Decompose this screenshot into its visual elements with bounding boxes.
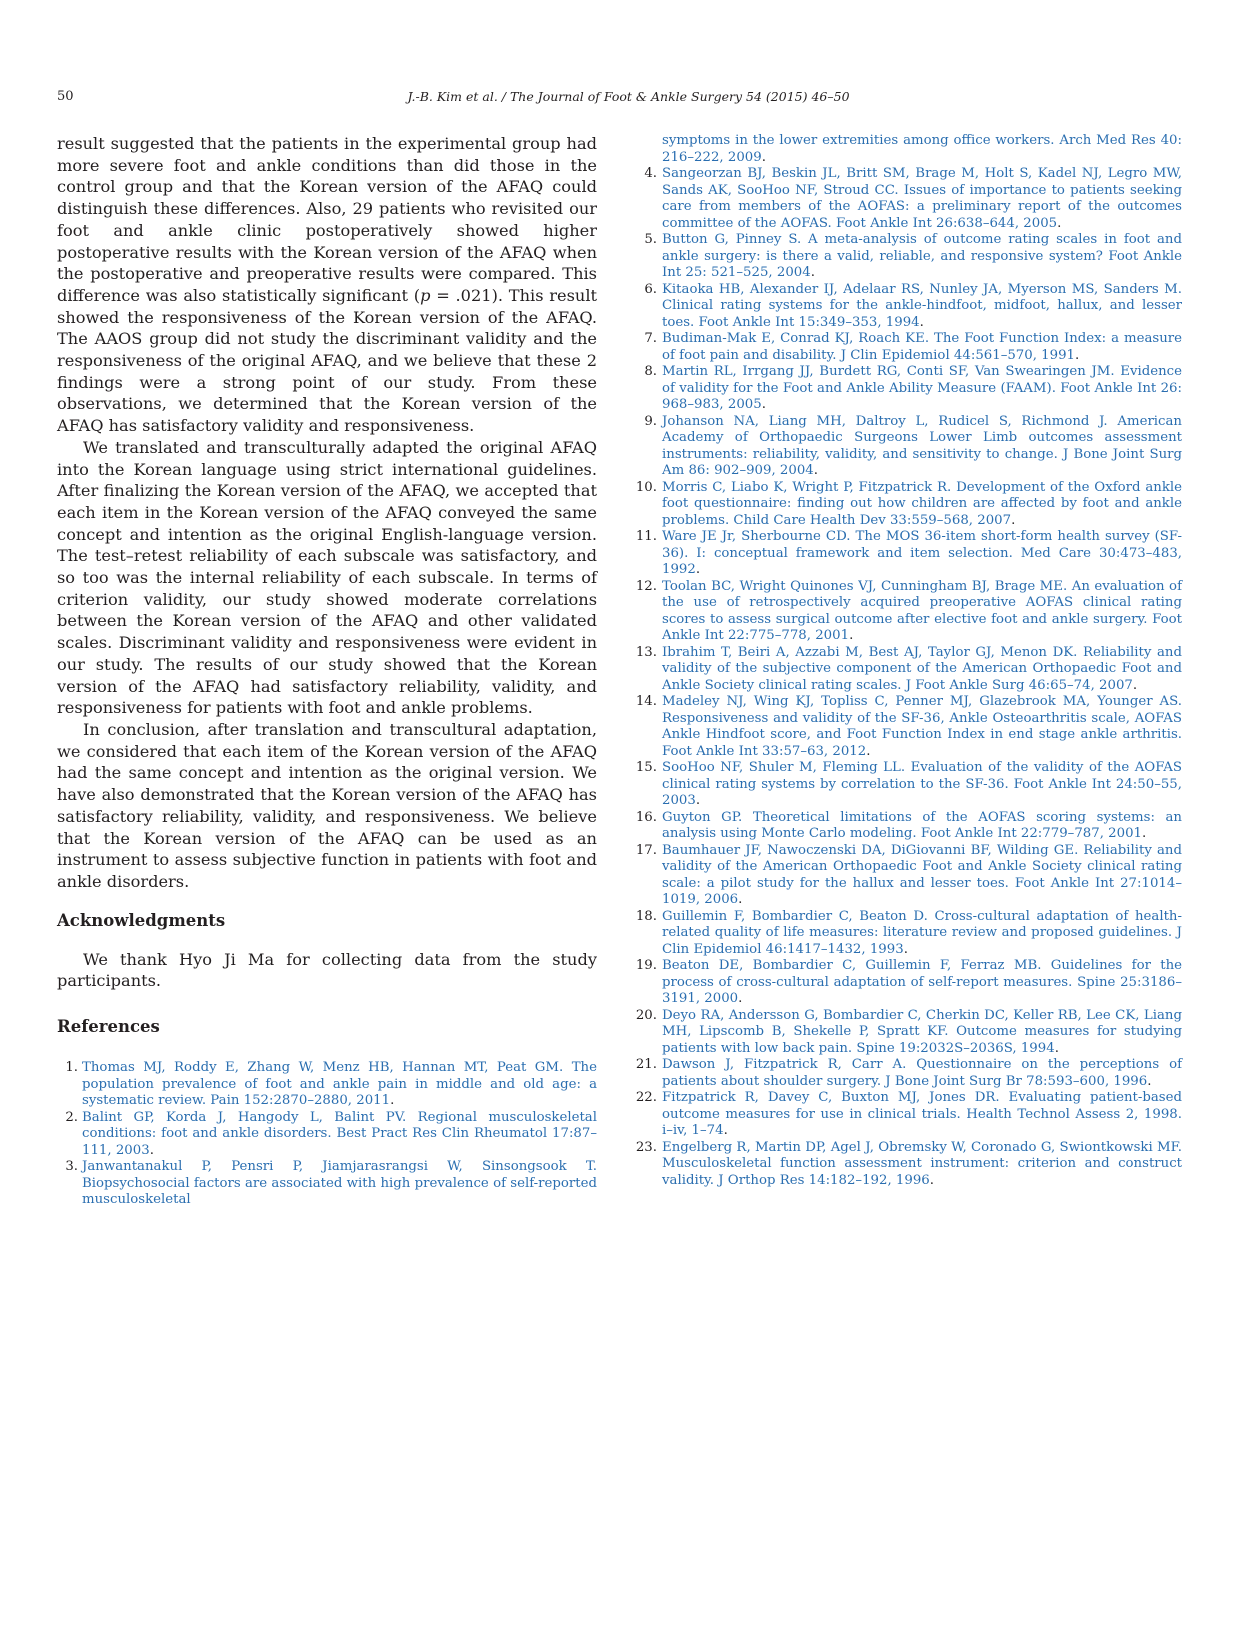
- reference-number: 20.: [635, 1007, 657, 1023]
- acknowledgments-text: We thank Hyo Ji Ma for collecting data from the study participants.: [57, 949, 597, 991]
- reference-number: 3.: [65, 1159, 78, 1175]
- reference-number: 5.: [644, 232, 657, 247]
- reference-number: 13.: [635, 644, 657, 660]
- reference-link[interactable]: Beaton DE, Bombardier C, Guillemin F, Ferraz MB. Guidelines for the process of cross-cultural adaptation of self-report measures. Spine 25:3186–3191, 2000: [662, 958, 1182, 1006]
- reference-item: 22. Fitzpatrick R, Davey C, Buxton MJ, Jones DR. Evaluating patient-based outcome measures for use in clinical trials. Health Technol Assess 2, 1998. i–iv, 1–74.: [630, 1090, 1182, 1140]
- reference-link[interactable]: symptoms in the lower extremities among office workers. Arch Med Res 40: 216–222, 2009: [662, 133, 1182, 165]
- reference-number: 18.: [635, 908, 657, 924]
- reference-number: 22.: [635, 1090, 657, 1105]
- reference-number: 14.: [635, 694, 657, 709]
- body-paragraph: We translated and transculturally adapted the original AFAQ into the Korean language using strict international guidelines. After finalizing the Korean version of the AFAQ, we accepted that each item in the Korean version of the AFAQ conveyed the same concept and intention as the original English-language version. The test–retest reliability of each subscale was satisfactory, and so too was the internal reliability of each subscale. In terms of criterion validity, our study showed moderate correlations between the Korean version of the AFAQ and other validated scales. Discriminant validity and responsiveness were evident in our study. The results of our study showed that the Korean version of the AFAQ had satisfactory reliability, validity, and responsiveness for patients with foot and ankle problems.: [57, 437, 597, 718]
- reference-item: 5. Button G, Pinney S. A meta-analysis of outcome rating scales in foot and ankle surgery: is there a valid, reliable, and responsive system? Foot Ankle Int 25: 521–525, 2004.: [630, 232, 1182, 282]
- acknowledgments-heading: Acknowledgments: [57, 910, 226, 930]
- reference-list-left: [57, 1060, 597, 1209]
- reference-number: 23.: [635, 1139, 657, 1155]
- reference-link[interactable]: Budiman-Mak E, Conrad KJ, Roach KE. The Foot Function Index: a measure of foot pain and disability. J Clin Epidemiol 44:561–570, 1991: [662, 331, 1182, 363]
- reference-item: 13. Ibrahim T, Beiri A, Azzabi M, Best AJ, Taylor GJ, Menon DK. Reliability and validity of the subjective component of the American Orthopaedic Foot and Ankle Society clinical rating scales. J Foot Ankle Surg 46:65–74, 2007.: [630, 645, 1182, 695]
- reference-number: 15.: [635, 760, 657, 775]
- reference-link[interactable]: Dawson J, Fitzpatrick R, Carr A. Questionnaire on the perceptions of patients about shoulder surgery. J Bone Joint Surg Br 78:593–600, 1996: [662, 1057, 1182, 1089]
- reference-link[interactable]: SooHoo NF, Shuler M, Fleming LL. Evaluation of the validity of the AOFAS clinical rating systems by correlation to the SF-36. Foot Ankle Int 24:50–55, 2003: [662, 760, 1182, 808]
- reference-link[interactable]: Deyo RA, Andersson G, Bombardier C, Cherkin DC, Keller RB, Lee CK, Liang MH, Lipscomb B, Shekelle P, Spratt KF. Outcome measures for studying patients with low back pain. Spine 19:2032S–2036S, 1994: [662, 1007, 1182, 1056]
- reference-item: 16. Guyton GP. Theoretical limitations of the AOFAS scoring systems: an analysis using Monte Carlo modeling. Foot Ankle Int 22:779–787, 2001.: [630, 810, 1182, 843]
- reference-link[interactable]: Fitzpatrick R, Davey C, Buxton MJ, Jones DR. Evaluating patient-based outcome measures for use in clinical trials. Health Technol Assess 2, 1998. i–iv, 1–74: [662, 1090, 1182, 1138]
- reference-link[interactable]: Morris C, Liabo K, Wright P, Fitzpatrick R. Development of the Oxford ankle foot questionnaire: finding out how children are affected by foot and ankle problems. Child Care Health Dev 33:559–568, 2007: [662, 479, 1182, 528]
- reference-link[interactable]: Toolan BC, Wright Quinones VJ, Cunningham BJ, Brage ME. An evaluation of the use of retrospectively acquired preoperative AOFAS clinical rating scores to assess surgical outcome after elective foot and ankle surgery. Foot Ankle Int 22:775–778, 2001: [662, 578, 1182, 643]
- reference-item: 8. Martin RL, Irrgang JJ, Burdett RG, Conti SF, Van Swearingen JM. Evidence of validity for the Foot and Ankle Ability Measure (FAAM). Foot Ankle Int 26: 968–983, 2005.: [630, 364, 1182, 414]
- reference-link[interactable]: Johanson NA, Liang MH, Daltroy L, Rudicel S, Richmond J. American Academy of Orthopaedic Surgeons Lower Limb outcomes assessment instruments: reliability, validity, and sensitivity to change. J Bone Joint Surg Am 86: 902–909, 2004: [662, 413, 1182, 478]
- reference-number: 17.: [635, 842, 657, 858]
- reference-item-continued: symptoms in the lower extremities among office workers. Arch Med Res 40: 216–222, 2009.: [662, 133, 1182, 165]
- reference-link[interactable]: Guillemin F, Bombardier C, Beaton D. Cross-cultural adaptation of health-related quality of life measures: literature review and proposed guidelines. J Clin Epidemiol 46:1417–1432, 1993: [662, 908, 1182, 957]
- reference-item: 4. Sangeorzan BJ, Beskin JL, Britt SM, Brage M, Holt S, Kadel NJ, Legro MW, Sands AK, SooHoo NF, Stroud CC. Issues of importance to patients seeking care from members of the AOFAS: a preliminary report of the outcomes committee of the AOFAS. Foot Ankle Int 26:638–644, 2005.: [630, 166, 1182, 232]
- left-column: [57, 133, 597, 1209]
- reference-item: 15. SooHoo NF, Shuler M, Fleming LL. Evaluation of the validity of the AOFAS clinical rating systems by correlation to the SF-36. Foot Ankle Int 24:50–55, 2003.: [630, 760, 1182, 810]
- reference-link[interactable]: Martin RL, Irrgang JJ, Burdett RG, Conti SF, Van Swearingen JM. Evidence of validity for the Foot and Ankle Ability Measure (FAAM). Foot Ankle Int 26: 968–983, 2005: [662, 364, 1182, 412]
- reference-link[interactable]: Engelberg R, Martin DP, Agel J, Obremsky W, Coronado G, Swiontkowski MF. Musculoskeletal function assessment instrument: criterion and construct validity. J Orthop Res 14:182–192, 1996: [662, 1139, 1182, 1188]
- reference-item: 1. Thomas MJ, Roddy E, Zhang W, Menz HB, Hannan MT, Peat GM. The population prevalence of foot and ankle pain in middle and old age: a systematic review. Pain 152:2870–2880, 2011.: [57, 1060, 597, 1110]
- reference-link[interactable]: Ibrahim T, Beiri A, Azzabi M, Best AJ, Taylor GJ, Menon DK. Reliability and validity of the subjective component of the American Orthopaedic Foot and Ankle Society clinical rating scales. J Foot Ankle Surg 46:65–74, 2007: [662, 644, 1182, 693]
- reference-item: [57, 1159, 597, 1209]
- reference-number: 1.: [65, 1060, 78, 1076]
- reference-item: 2. Balint GP, Korda J, Hangody L, Balint PV. Regional musculoskeletal conditions: foot and ankle disorders. Best Pract Res Clin Rheumatol 17:87–111, 2003.: [57, 1110, 597, 1160]
- reference-item: 14. Madeley NJ, Wing KJ, Topliss C, Penner MJ, Glazebrook MA, Younger AS. Responsiveness and validity of the SF-36, Ankle Osteoarthritis scale, AOFAS Ankle Hindfoot score, and Foot Function Index in end stage ankle arthritis. Foot Ankle Int 33:57–63, 2012.: [630, 694, 1182, 760]
- reference-link[interactable]: Kitaoka HB, Alexander IJ, Adelaar RS, Nunley JA, Myerson MS, Sanders M. Clinical rating systems for the ankle-hindfoot, midfoot, hallux, and lesser toes. Foot Ankle Int 15:349–353, 1994: [662, 281, 1182, 330]
- reference-item: 19. Beaton DE, Bombardier C, Guillemin F, Ferraz MB. Guidelines for the process of cross-cultural adaptation of self-report measures. Spine 25:3186–3191, 2000.: [630, 958, 1182, 1008]
- reference-link[interactable]: Janwantanakul P, Pensri P, Jiamjarasrangsi W, Sinsongsook T. Biopsychosocial factors are associated with high prevalence of self-reported musculoskeletal: [82, 1159, 597, 1208]
- reference-number: 6.: [644, 281, 657, 297]
- reference-number: 4.: [644, 166, 657, 181]
- reference-item: 11. Ware JE Jr, Sherbourne CD. The MOS 36-item short-form health survey (SF-36). I: conceptual framework and item selection. Med Care 30:473–483, 1992.: [630, 529, 1182, 579]
- reference-link[interactable]: Sangeorzan BJ, Beskin JL, Britt SM, Brage M, Holt S, Kadel NJ, Legro MW, Sands AK, SooHoo NF, Stroud CC. Issues of importance to patients seeking care from members of the AOFAS: a preliminary report of the outcomes committee of the AOFAS. Foot Ankle Int 26:638–644, 2005: [662, 166, 1182, 231]
- body-paragraph: In conclusion, after translation and transcultural adaptation, we considered that each item of the Korean version of the AFAQ had the same concept and intention as the original version. We have also demonstrated that the Korean version of the AFAQ has satisfactory reliability, validity, and responsiveness. We believe that the Korean version of the AFAQ can be used as an instrument to assess subjective function in patients with foot and ankle disorders.: [57, 719, 597, 891]
- reference-link[interactable]: Balint GP, Korda J, Hangody L, Balint PV. Regional musculoskeletal conditions: foot and ankle disorders. Best Pract Res Clin Rheumatol 17:87–111, 2003: [82, 1109, 597, 1158]
- reference-list-right: [630, 133, 1182, 166]
- reference-item: 20. Deyo RA, Andersson G, Bombardier C, Cherkin DC, Keller RB, Lee CK, Liang MH, Lipscomb B, Shekelle P, Spratt KF. Outcome measures for studying patients with low back pain. Spine 19:2032S–2036S, 1994.: [630, 1008, 1182, 1058]
- reference-list-right-main: [630, 166, 1182, 1189]
- reference-link[interactable]: Ware JE Jr, Sherbourne CD. The MOS 36-item short-form health survey (SF-36). I: conceptual framework and item selection. Med Care 30:473–483, 1992: [662, 529, 1182, 577]
- reference-number: 10.: [635, 479, 657, 495]
- reference-number: 8.: [644, 364, 657, 379]
- reference-item: 10. Morris C, Liabo K, Wright P, Fitzpatrick R. Development of the Oxford ankle foot questionnaire: finding out how children are affected by foot and ankle problems. Child Care Health Dev 33:559–568, 2007.: [630, 480, 1182, 530]
- reference-number: 7.: [644, 331, 657, 346]
- reference-item: 23. Engelberg R, Martin DP, Agel J, Obremsky W, Coronado G, Swiontkowski MF. Musculoskeletal function assessment instrument: criterion and construct validity. J Orthop Res 14:182–192, 1996.: [630, 1140, 1182, 1190]
- reference-item: 12. Toolan BC, Wright Quinones VJ, Cunningham BJ, Brage ME. An evaluation of the use of retrospectively acquired preoperative AOFAS clinical rating scores to assess surgical outcome after elective foot and ankle surgery. Foot Ankle Int 22:775–778, 2001.: [630, 579, 1182, 645]
- body-paragraph: result suggested that the patients in the experimental group had more severe foot and ankle conditions than did those in the control group and that the Korean version of the AFAQ could distinguish these differences. Also, 29 patients who revisited our foot and ankle clinic postoperatively showed higher postoperative results with the Korean version of the AFAQ when the postoperative and preoperative results were compared. This difference was also statistically significant (p = .021). This result showed the responsiveness of the Korean version of the AFAQ. The AAOS group did not study the discriminant validity and the responsiveness of the original AFAQ, and we believe that these 2 findings were a strong point of our study. From these observations, we determined that the Korean version of the AFAQ has satisfactory validity and responsiveness.: [57, 134, 597, 436]
- reference-number: 9.: [644, 413, 657, 429]
- right-column: [630, 133, 1182, 1189]
- reference-number: 16.: [635, 809, 657, 825]
- reference-item: 9. Johanson NA, Liang MH, Daltroy L, Rudicel S, Richmond J. American Academy of Orthopaedic Surgeons Lower Limb outcomes assessment instruments: reliability, validity, and sensitivity to change. J Bone Joint Surg Am 86: 902–909, 2004.: [630, 414, 1182, 480]
- references-heading: References: [57, 1017, 160, 1037]
- page-number: 50: [57, 89, 74, 104]
- reference-number: 21.: [635, 1057, 657, 1072]
- reference-link[interactable]: Baumhauer JF, Nawoczenski DA, DiGiovanni BF, Wilding GE. Reliability and validity of the American Orthopaedic Foot and Ankle Society clinical rating scale: a pilot study for the hallux and lesser toes. Foot Ankle Int 27:1014–1019, 2006: [662, 842, 1182, 907]
- running-head: J.-B. Kim et al. / The Journal of Foot & Ankle Surgery 54 (2015) 46–50: [407, 89, 850, 104]
- reference-number: 2.: [65, 1109, 78, 1125]
- reference-item: 17. Baumhauer JF, Nawoczenski DA, DiGiovanni BF, Wilding GE. Reliability and validity of the American Orthopaedic Foot and Ankle Society clinical rating scale: a pilot study for the hallux and lesser toes. Foot Ankle Int 27:1014–1019, 2006.: [630, 843, 1182, 909]
- reference-link[interactable]: Madeley NJ, Wing KJ, Topliss C, Penner MJ, Glazebrook MA, Younger AS. Responsiveness and validity of the SF-36, Ankle Osteoarthritis scale, AOFAS Ankle Hindfoot score, and Foot Function Index in end stage ankle arthritis. Foot Ankle Int 33:57–63, 2012: [662, 694, 1182, 759]
- reference-link[interactable]: Thomas MJ, Roddy E, Zhang W, Menz HB, Hannan MT, Peat GM. The population prevalence of foot and ankle pain in middle and old age: a systematic review. Pain 152:2870–2880, 2011: [82, 1060, 597, 1109]
- reference-number: 11.: [635, 529, 657, 544]
- reference-item: 21. Dawson J, Fitzpatrick R, Carr A. Questionnaire on the perceptions of patients about shoulder surgery. J Bone Joint Surg Br 78:593–600, 1996.: [630, 1057, 1182, 1090]
- reference-number: 19.: [635, 958, 657, 973]
- reference-number: 12.: [635, 578, 657, 594]
- reference-link[interactable]: Button G, Pinney S. A meta-analysis of outcome rating scales in foot and ankle surgery: is there a valid, reliable, and responsive system? Foot Ankle Int 25: 521–525, 2004: [662, 232, 1182, 280]
- reference-item: 7. Budiman-Mak E, Conrad KJ, Roach KE. The Foot Function Index: a measure of foot pain and disability. J Clin Epidemiol 44:561–570, 1991.: [630, 331, 1182, 364]
- reference-item: 18. Guillemin F, Bombardier C, Beaton D. Cross-cultural adaptation of health-related quality of life measures: literature review and proposed guidelines. J Clin Epidemiol 46:1417–1432, 1993.: [630, 909, 1182, 959]
- reference-item: 6. Kitaoka HB, Alexander IJ, Adelaar RS, Nunley JA, Myerson MS, Sanders M. Clinical rating systems for the ankle-hindfoot, midfoot, hallux, and lesser toes. Foot Ankle Int 15:349–353, 1994.: [630, 282, 1182, 332]
- reference-link[interactable]: Guyton GP. Theoretical limitations of the AOFAS scoring systems: an analysis using Monte Carlo modeling. Foot Ankle Int 22:779–787, 2001: [662, 809, 1182, 841]
